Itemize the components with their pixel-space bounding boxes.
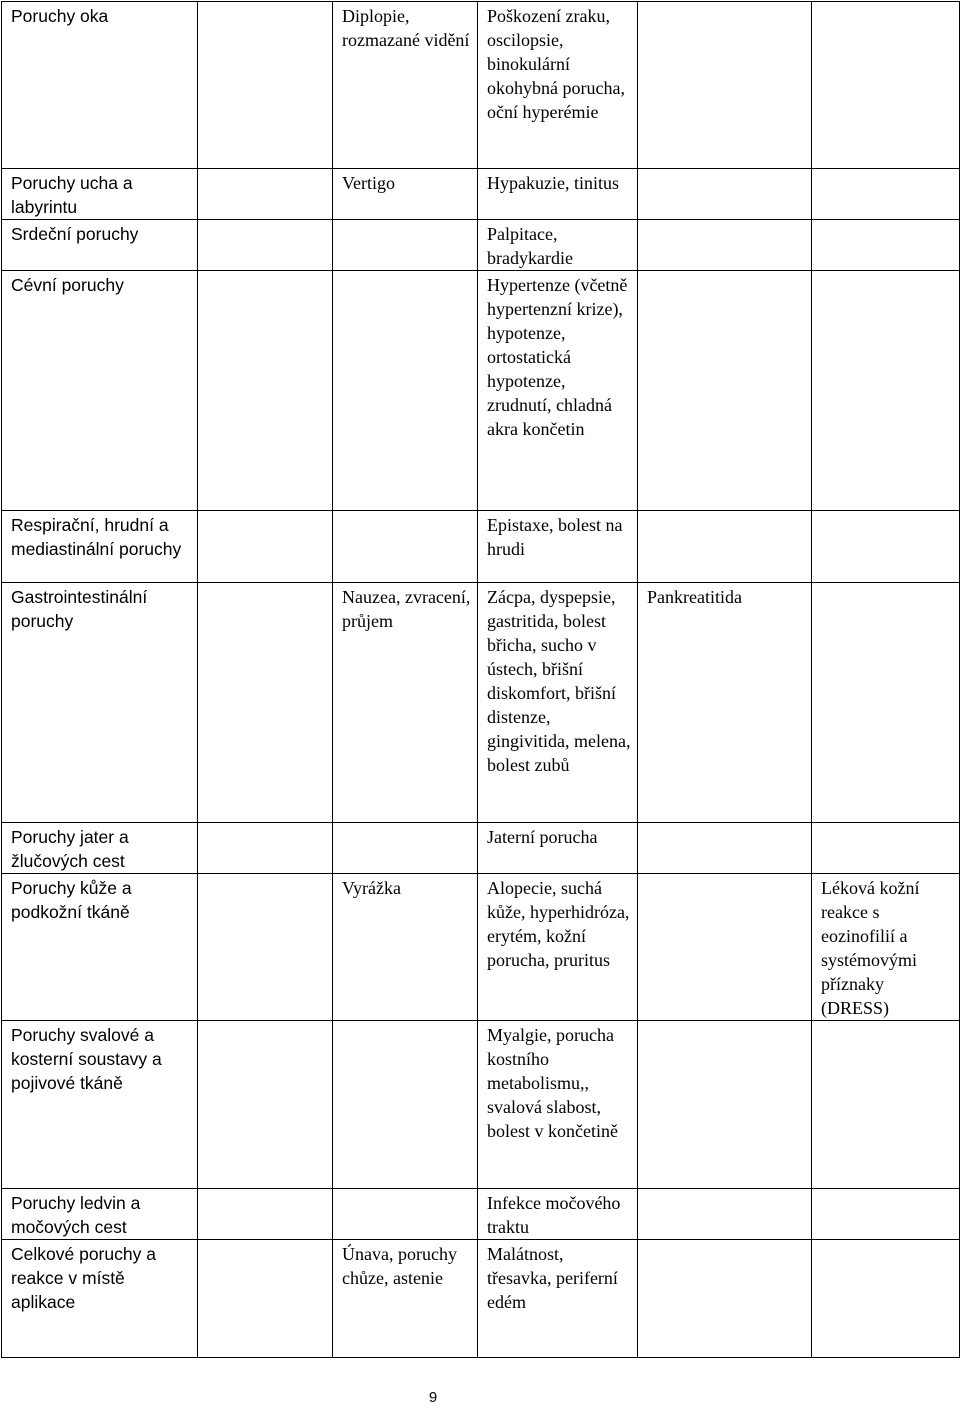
table-cell: Hypakuzie, tinitus xyxy=(478,169,638,220)
organ-class-cell: Poruchy oka xyxy=(2,2,198,169)
table-cell xyxy=(812,823,960,874)
table-cell xyxy=(812,511,960,583)
organ-class-cell: Cévní poruchy xyxy=(2,271,198,511)
table-cell: Vyrážka xyxy=(333,874,478,1021)
table-cell xyxy=(638,2,812,169)
table-row xyxy=(2,823,960,874)
table-cell xyxy=(638,169,812,220)
table-cell xyxy=(638,220,812,271)
table-cell xyxy=(198,874,333,1021)
organ-class-cell: Poruchy ucha a labyrintu xyxy=(2,169,198,220)
table-cell xyxy=(638,511,812,583)
table-row xyxy=(2,169,960,220)
table-cell xyxy=(333,220,478,271)
organ-class-cell: Celkové poruchy a reakce v místě aplikace xyxy=(2,1240,198,1358)
table-cell xyxy=(638,271,812,511)
page-number: 9 xyxy=(428,1389,438,1406)
organ-class-cell: Poruchy kůže a podkožní tkáně xyxy=(2,874,198,1021)
table-cell: Únava, poruchy chůze, astenie xyxy=(333,1240,478,1358)
table-cell: Palpitace, bradykardie xyxy=(478,220,638,271)
table-cell xyxy=(198,823,333,874)
table-cell xyxy=(812,2,960,169)
table-cell: Vertigo xyxy=(333,169,478,220)
table-cell: Malátnost, třesavka, periferní edém xyxy=(478,1240,638,1358)
adverse-reactions-table xyxy=(1,1,960,1358)
table-cell xyxy=(638,1240,812,1358)
table-row xyxy=(2,1240,960,1358)
table-cell: Jaterní porucha xyxy=(478,823,638,874)
table-cell xyxy=(638,874,812,1021)
table-cell xyxy=(638,1021,812,1189)
table-cell xyxy=(333,271,478,511)
table-cell: Hypertenze (včetně hypertenzní krize), hypotenze, ortostatická hypotenze, zrudnutí, chladná akra končetin xyxy=(478,271,638,511)
table-cell xyxy=(198,2,333,169)
table-cell xyxy=(812,1021,960,1189)
table-cell xyxy=(198,511,333,583)
table-cell xyxy=(812,271,960,511)
table-cell xyxy=(812,220,960,271)
table-cell xyxy=(812,1240,960,1358)
organ-class-cell: Poruchy svalové a kosterní soustavy a pojivové tkáně xyxy=(2,1021,198,1189)
table-row xyxy=(2,511,960,583)
table-cell xyxy=(638,823,812,874)
table-row xyxy=(2,583,960,823)
table-row xyxy=(2,1021,960,1189)
table-cell xyxy=(812,583,960,823)
table-row xyxy=(2,2,960,169)
table-cell xyxy=(198,1240,333,1358)
organ-class-cell: Gastrointestinální poruchy xyxy=(2,583,198,823)
organ-class-cell: Srdeční poruchy xyxy=(2,220,198,271)
table-cell: Epistaxe, bolest na hrudi xyxy=(478,511,638,583)
table-row xyxy=(2,874,960,1021)
table-cell xyxy=(333,1021,478,1189)
table-cell xyxy=(333,511,478,583)
organ-class-cell: Respirační, hrudní a mediastinální poruchy xyxy=(2,511,198,583)
table-cell: Infekce močového traktu xyxy=(478,1189,638,1240)
table-cell: Léková kožní reakce s eozinofilií a systémovými příznaky (DRESS) xyxy=(812,874,960,1021)
table-cell: Alopecie, suchá kůže, hyperhidróza, erytém, kožní porucha, pruritus xyxy=(478,874,638,1021)
organ-class-cell: Poruchy ledvin a močových cest xyxy=(2,1189,198,1240)
table-row xyxy=(2,220,960,271)
table-cell xyxy=(198,1021,333,1189)
table-row xyxy=(2,271,960,511)
table-cell xyxy=(198,271,333,511)
table-cell: Myalgie, porucha kostního metabolismu,, svalová slabost, bolest v končetině xyxy=(478,1021,638,1189)
table-cell: Nauzea, zvracení, průjem xyxy=(333,583,478,823)
table-cell xyxy=(812,1189,960,1240)
table-cell: Diplopie, rozmazané vidění xyxy=(333,2,478,169)
table-cell: Poškození zraku, oscilopsie, binokulární okohybná porucha, oční hyperémie xyxy=(478,2,638,169)
table-row xyxy=(2,1189,960,1240)
table-cell xyxy=(638,1189,812,1240)
table-cell: Zácpa, dyspepsie, gastritida, bolest břicha, sucho v ústech, břišní diskomfort, břišní distenze, gingivitida, melena, bolest zubů xyxy=(478,583,638,823)
table-cell xyxy=(198,1189,333,1240)
table-cell xyxy=(198,583,333,823)
table-cell xyxy=(198,220,333,271)
table-cell xyxy=(812,169,960,220)
table-cell: Pankreatitida xyxy=(638,583,812,823)
organ-class-cell: Poruchy jater a žlučových cest xyxy=(2,823,198,874)
table-cell xyxy=(333,823,478,874)
table-cell xyxy=(333,1189,478,1240)
table-cell xyxy=(198,169,333,220)
